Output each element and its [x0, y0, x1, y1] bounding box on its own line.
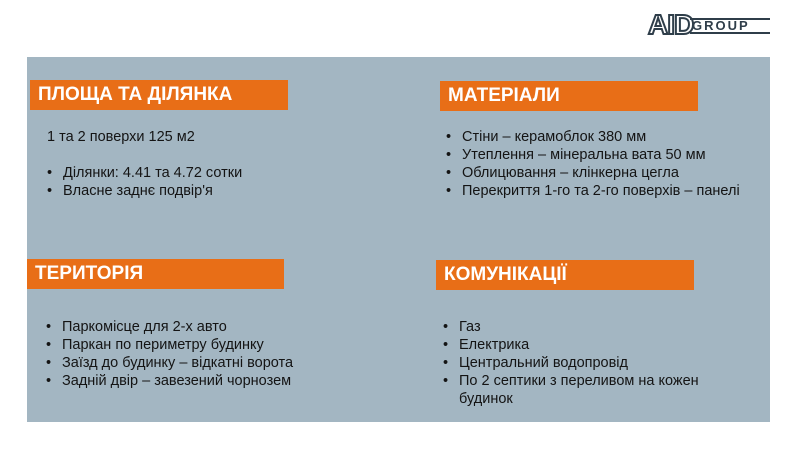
list-item: • Центральний водопровід — [443, 354, 743, 372]
section-title-area: ПЛОЩА ТА ДІЛЯНКА — [30, 80, 288, 110]
utilities-list — [443, 318, 743, 408]
section-title-materials: МАТЕРІАЛИ — [440, 81, 698, 111]
list-item: • Перекриття 1-го та 2-го поверхів – панелі — [446, 182, 764, 200]
logo-group-text: GROUP — [692, 18, 750, 33]
list-item: • Облицювання – клінкерна цегла — [446, 164, 764, 182]
list-item: • Задній двір – завезений чорнозем — [46, 372, 406, 390]
list-item: • По 2 септики з переливом на кожен будинок — [443, 372, 743, 408]
logo-aid-mark: AID — [648, 9, 694, 40]
list-item: • Стіни – керамоблок 380 мм — [446, 128, 764, 146]
logo-group-wordmark — [690, 18, 770, 34]
list-item: • Ділянки: 4.41 та 4.72 сотки — [47, 164, 407, 182]
list-item: • Паркомісце для 2-х авто — [46, 318, 406, 336]
company-logo — [648, 10, 772, 40]
list-item: • Утеплення – мінеральна вата 50 мм — [446, 146, 764, 164]
section-title-territory: ТЕРИТОРІЯ — [27, 259, 284, 289]
area-list — [47, 164, 407, 200]
list-item: • Паркан по периметру будинку — [46, 336, 406, 354]
materials-list — [446, 128, 764, 200]
area-floors-text: 1 та 2 поверхи 125 м2 — [47, 129, 195, 145]
list-item: • Електрика — [443, 336, 743, 354]
list-item: • Заїзд до будинку – відкатні ворота — [46, 354, 406, 372]
territory-list — [46, 318, 406, 390]
list-item: • Газ — [443, 318, 743, 336]
list-item: • Власне заднє подвір'я — [47, 182, 407, 200]
section-title-utilities: КОМУНІКАЦІЇ — [436, 260, 694, 290]
